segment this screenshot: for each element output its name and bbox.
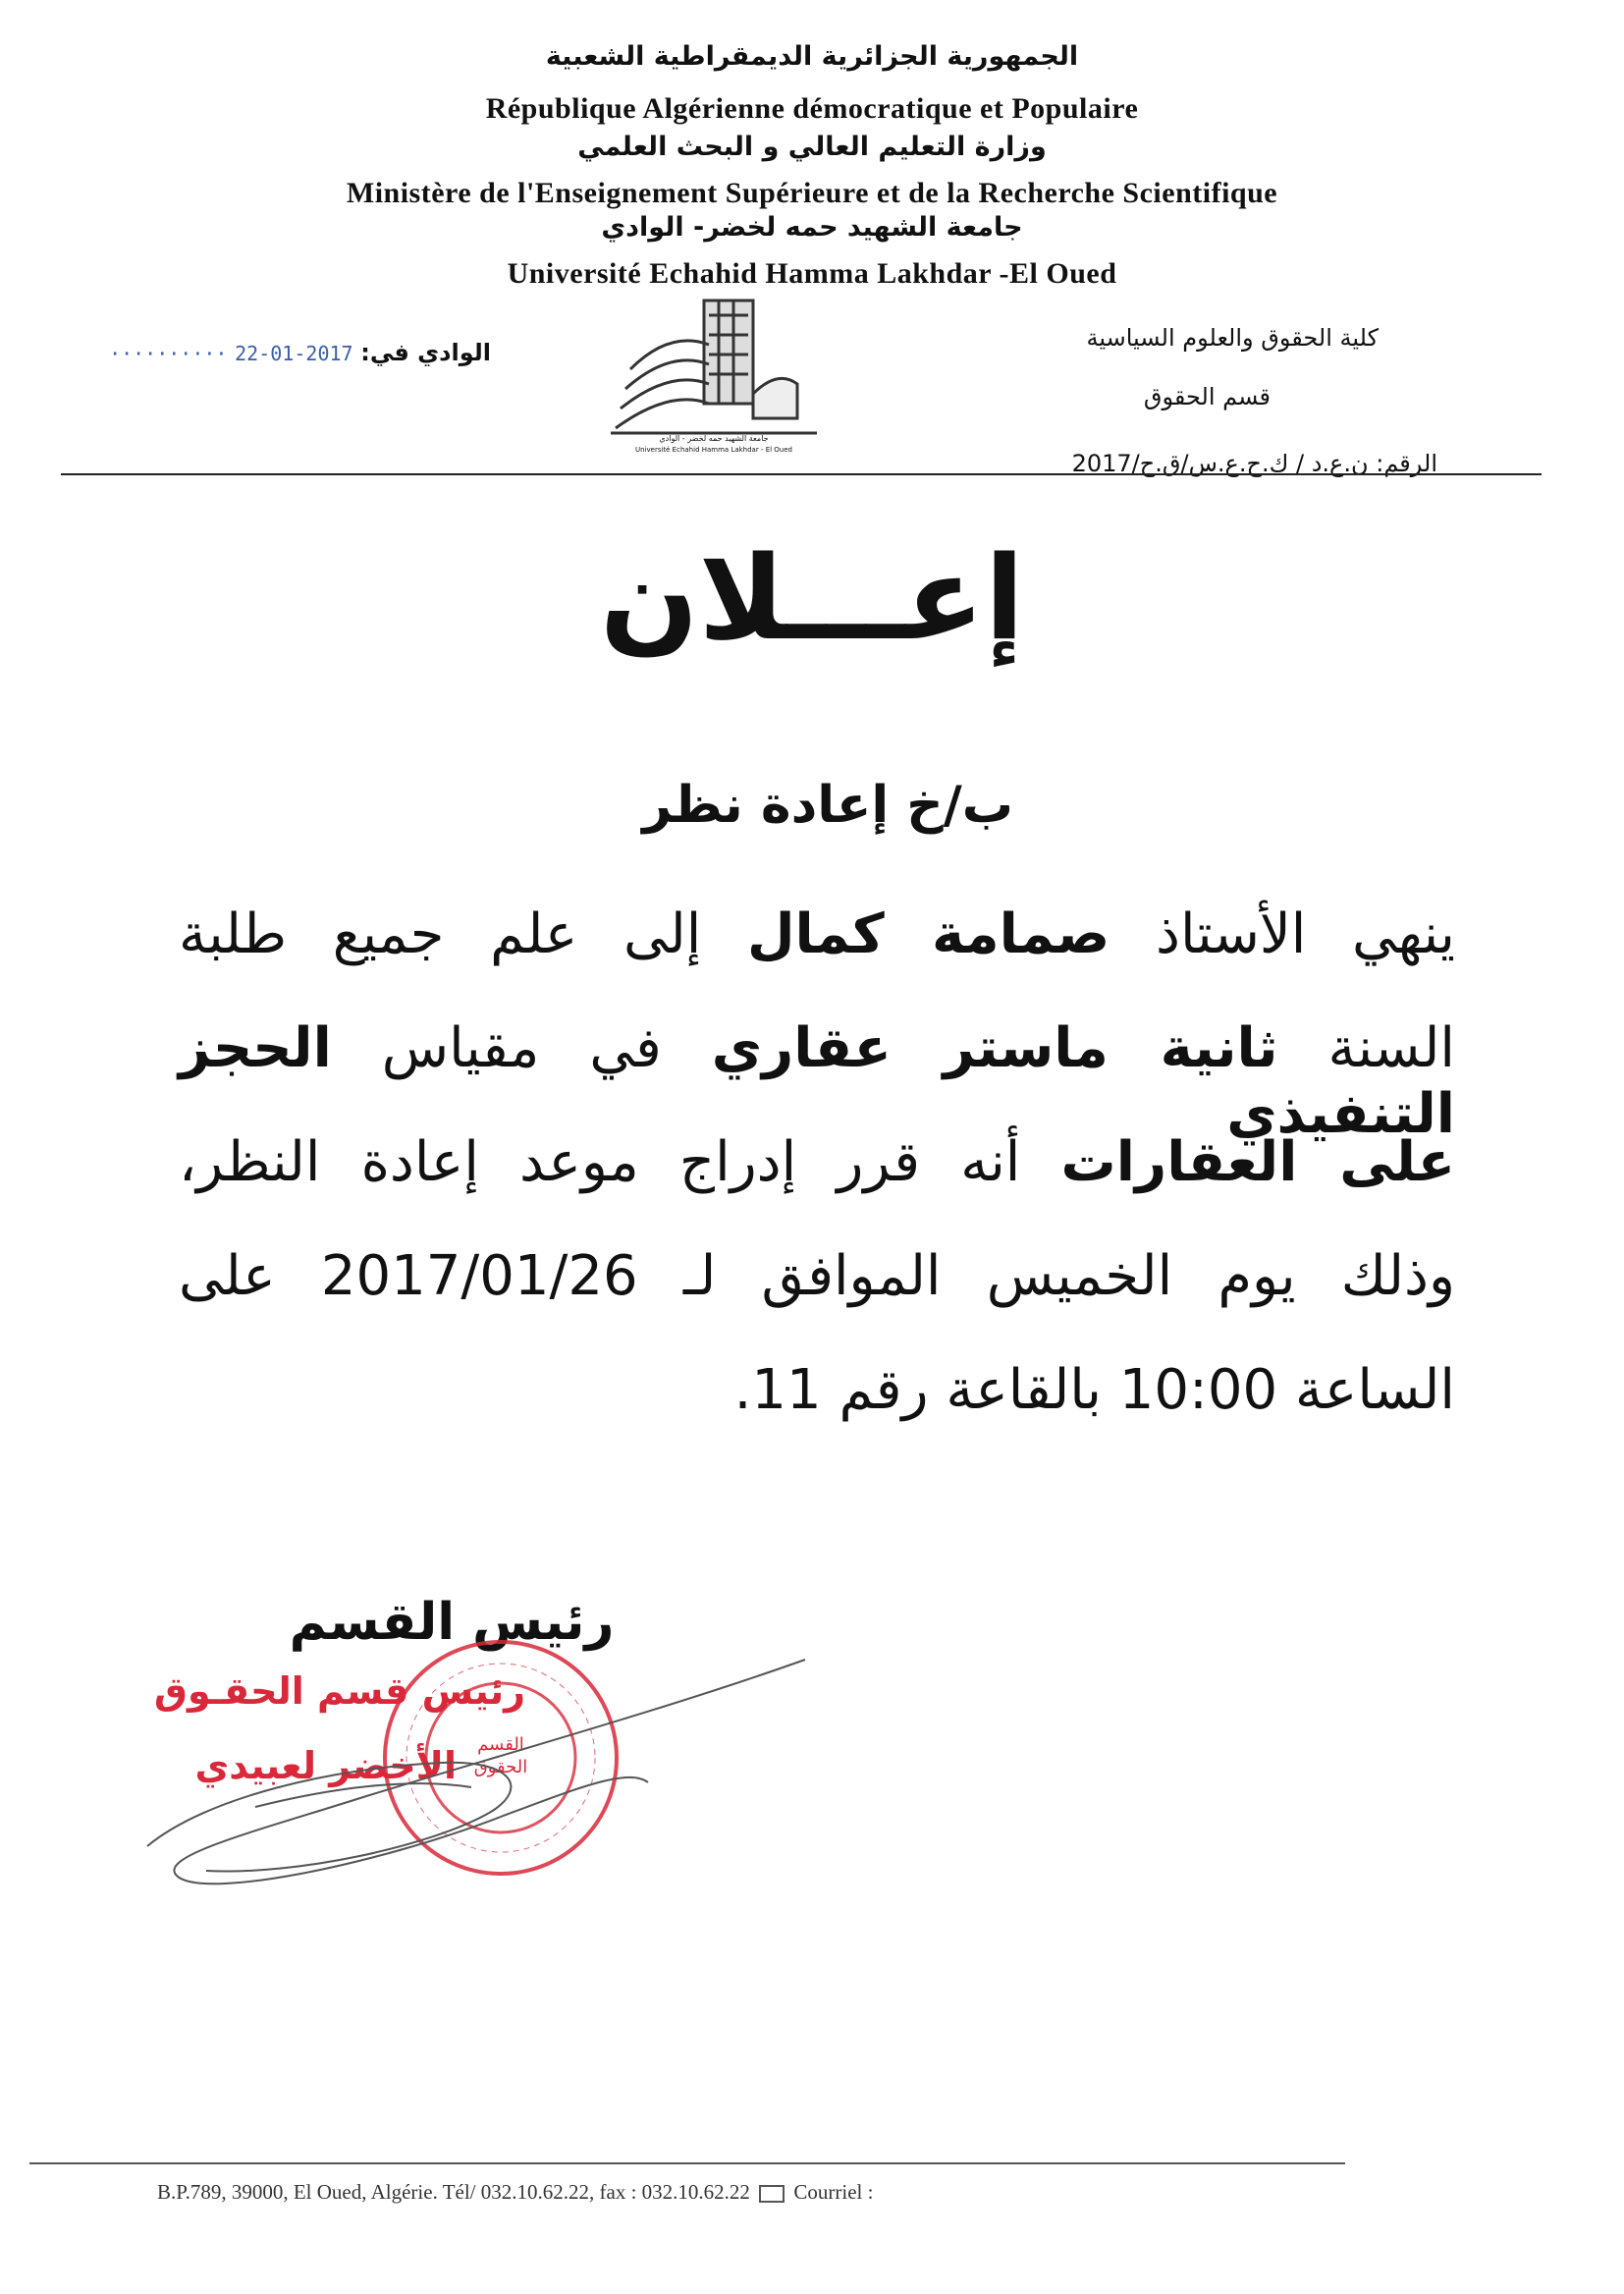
- place-label: الوادي في:: [360, 339, 491, 366]
- reference-value: ن.ع.د / ك.ح.ع.س/ق.ح/2017: [1071, 450, 1369, 477]
- body-line-4: وذلك يوم الخميس الموافق لـ 2017/01/26 على: [179, 1244, 1456, 1308]
- seal-center-text: القسم الحقوق: [473, 1734, 528, 1778]
- footer-contact: [157, 2180, 1139, 2205]
- body-line-3: على العقارات أنه قرر إدراج موعد إعادة النظر،: [179, 1130, 1456, 1194]
- teacher-name: صمامة كمال: [746, 902, 1110, 966]
- body-line-5: الساعة 10:00 بالقاعة رقم 11.: [733, 1358, 1455, 1422]
- reference-label: الرقم:: [1376, 450, 1437, 477]
- logo-caption-fr: Université Echahid Hamma Lakhdar - El Oued: [634, 446, 792, 454]
- university-fr: Université Echahid Hamma Lakhdar -El Oued: [507, 257, 1117, 290]
- body-line-1: ينهي الأستاذ صمامة كمال إلى علم جميع طلبة: [179, 902, 1456, 966]
- university-ar: جامعة الشهيد حمه لخضر- الوادي: [601, 212, 1023, 243]
- handwritten-date: 2017-01-22: [235, 342, 353, 365]
- handwritten-signature: [118, 1650, 825, 1905]
- email-icon: [759, 2185, 785, 2203]
- place-date: [69, 339, 491, 366]
- signature-title: رئيس القسم: [289, 1593, 615, 1652]
- body-line-2: السنة ثانية ماستر عقاري في مقياس الحجز التنفيذي: [179, 1016, 1455, 1147]
- ministry-fr: Ministère de l'Enseignement Supérieure et de la Recherche Scientifique: [346, 177, 1278, 209]
- stamp-line-1: رئيس قسم الحقـوق: [154, 1669, 525, 1713]
- header-divider: [61, 473, 1542, 475]
- logo-caption-ar: جامعة الشهيد حمه لخضر - الوادي: [659, 434, 769, 443]
- course-name-cont: على العقارات: [1060, 1130, 1456, 1194]
- announcement-title: إعـــلان: [599, 530, 1025, 666]
- faculty-name: كلية الحقوق والعلوم السياسية: [1086, 324, 1379, 352]
- republic-fr: République Algérienne démocratique et Populaire: [485, 92, 1139, 125]
- footer-divider: [29, 2162, 1345, 2164]
- university-logo: [611, 291, 817, 465]
- footer-courriel: Courriel :: [793, 2180, 874, 2204]
- department-name: قسم الحقوق: [1143, 383, 1271, 410]
- date-dots: ··········: [109, 342, 228, 365]
- footer-address: B.P.789, 39000, El Oued, Algérie. Tél/ 032.10.62.22, fax : 032.10.62.22: [157, 2180, 750, 2204]
- signature-stroke: [118, 1650, 825, 1905]
- announcement-subtitle: ب/خ إعادة نظر: [642, 776, 1013, 835]
- program-name: ثانية ماستر عقاري: [711, 1016, 1278, 1080]
- republic-ar: الجمهورية الجزائرية الديمقراطية الشعبية: [545, 41, 1079, 72]
- ministry-ar: وزارة التعليم العالي و البحث العلمي: [577, 132, 1047, 162]
- stamp-line-2: الأخضر لعبيدي: [194, 1744, 457, 1787]
- course-name: الحجز التنفيذي: [179, 1016, 1455, 1147]
